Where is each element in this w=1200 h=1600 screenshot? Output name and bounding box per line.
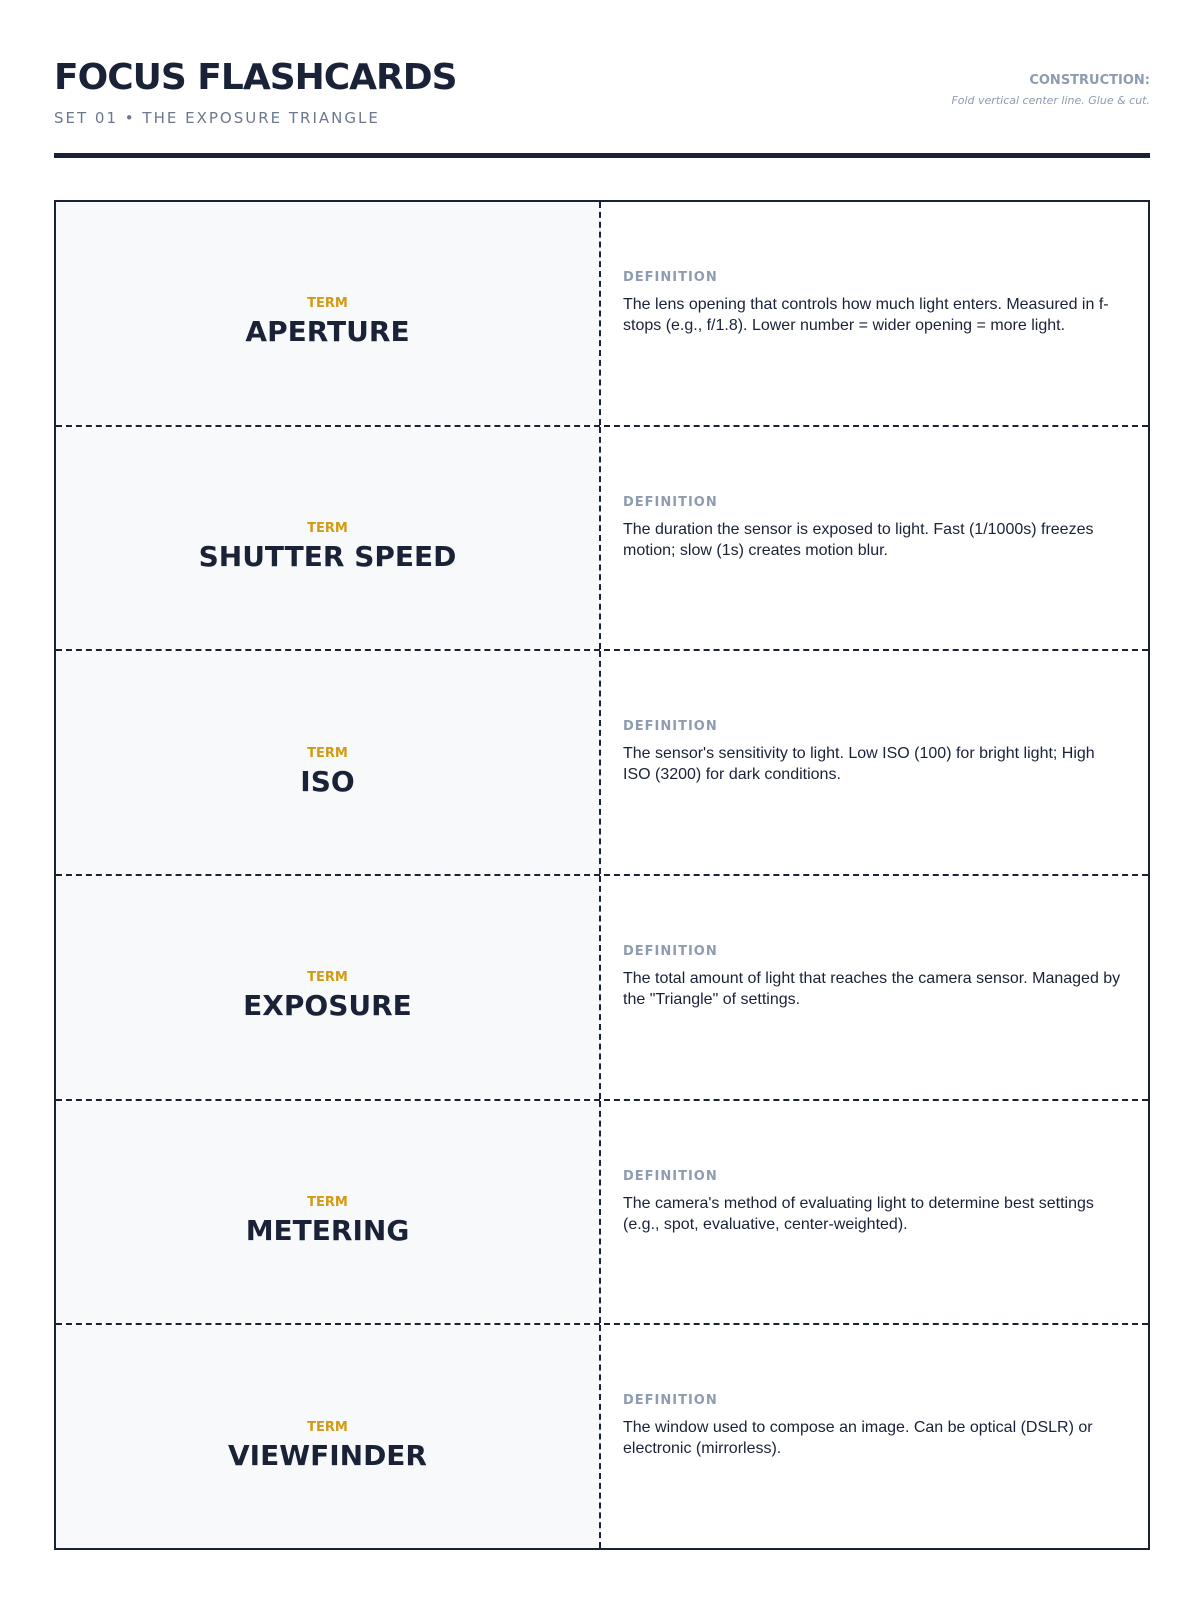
term: VIEWFINDER: [227, 1438, 427, 1472]
card-back: [601, 427, 1148, 650]
card-front: [56, 1101, 601, 1324]
definition: The sensor's sensitivity to light. Low ISO (100) for bright light; High ISO (3200) for dark conditions.: [623, 745, 1095, 784]
term: ISO: [300, 764, 355, 798]
term: METERING: [245, 1214, 410, 1248]
card-back: [601, 651, 1148, 874]
definition: The duration the sensor is exposed to light. Fast (1/1000s) freezes motion; slow (1s) creates motion blur.: [623, 520, 1094, 559]
term-label: TERM: [307, 970, 348, 986]
definition-label: DEFINITION: [623, 719, 718, 735]
term-label: TERM: [307, 296, 348, 312]
term: EXPOSURE: [243, 989, 412, 1023]
term-label: TERM: [307, 521, 348, 536]
definition-label: DEFINITION: [623, 270, 718, 285]
header-divider: [54, 153, 1150, 158]
definition-label: DEFINITION: [623, 1168, 718, 1184]
definition-label: DEFINITION: [623, 1393, 718, 1409]
card-front: [56, 202, 601, 425]
page-title: FOCUS FLASHCARDS: [54, 57, 457, 98]
card-front: [56, 427, 601, 650]
term-label: TERM: [307, 1195, 348, 1211]
flashcard-viewfinder: [56, 1325, 1148, 1548]
flashcard-sheet: [54, 200, 1150, 1550]
page-header: [54, 52, 1150, 156]
card-front: [56, 1325, 601, 1548]
definition: The total amount of light that reaches the camera sensor. Managed by the "Triangle" of settings.: [623, 970, 1121, 1009]
card-back: [601, 876, 1148, 1099]
term: SHUTTER SPEED: [198, 540, 457, 573]
card-back: [601, 1101, 1148, 1324]
flashcard-aperture: [56, 202, 1148, 427]
term: APERTURE: [245, 315, 410, 349]
card-back: [601, 202, 1148, 425]
term-label: TERM: [307, 745, 348, 761]
card-back: [601, 1325, 1148, 1548]
flashcard-shutter-speed: [56, 427, 1148, 652]
construction-label: CONSTRUCTION:: [1029, 73, 1150, 88]
card-front: [56, 876, 601, 1099]
page-subtitle: SET 01 • THE EXPOSURE TRIANGLE: [54, 109, 380, 127]
definition-label: DEFINITION: [623, 944, 718, 960]
definition-label: DEFINITION: [623, 494, 718, 510]
card-front: [56, 651, 601, 874]
definition: The lens opening that controls how much light enters. Measured in f-stops (e.g., f/1.8). Lower number = wider opening = more light.: [623, 296, 1109, 334]
flashcard-exposure: [56, 876, 1148, 1101]
definition: The camera's method of evaluating light to determine best settings (e.g., spot, evaluative, center-weighted).: [623, 1194, 1094, 1233]
flashcard-iso: [56, 651, 1148, 876]
construction-instructions: [951, 72, 1150, 109]
definition: The window used to compose an image. Can be optical (DSLR) or electronic (mirrorless).: [623, 1419, 1093, 1458]
flashcard-metering: [56, 1101, 1148, 1326]
construction-note: Fold vertical center line. Glue & cut.: [951, 94, 1150, 107]
term-label: TERM: [307, 1419, 348, 1435]
